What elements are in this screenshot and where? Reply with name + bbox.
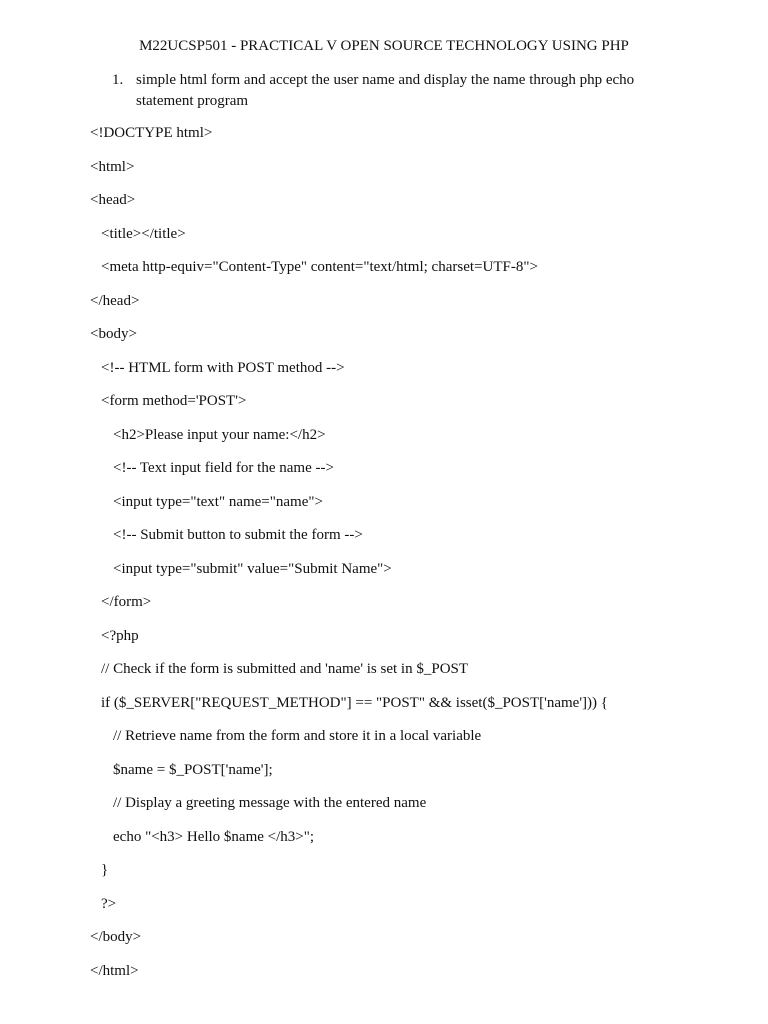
code-line: <!-- Text input field for the name -->	[113, 460, 334, 476]
code-line: <title></title>	[101, 225, 186, 242]
code-line: <html>	[90, 158, 135, 175]
code-line: <?php	[101, 627, 139, 644]
code-line: <input type="submit" value="Submit Name">	[113, 560, 392, 577]
list-item-number: 1.	[112, 72, 124, 88]
code-line: <form method='POST'>	[101, 393, 247, 409]
code-line: </html>	[90, 962, 139, 979]
code-line: <h2>Please input your name:</h2>	[113, 426, 326, 443]
list-item-text: simple html form and accept the user name and display the name through php echo statement program	[136, 72, 635, 109]
code-line: // Display a greeting message with the entered name	[113, 795, 427, 811]
code-line: ?>	[101, 895, 117, 912]
code-line: <body>	[90, 326, 137, 342]
code-line: <!DOCTYPE html>	[90, 125, 213, 141]
numbered-list-item	[112, 70, 652, 112]
code-line: // Check if the form is submitted and 'name' is set in $_POST	[101, 661, 469, 677]
code-line: <meta http-equiv="Content-Type" content="text/html; charset=UTF-8">	[101, 259, 538, 275]
code-listing	[90, 124, 608, 995]
code-line: $name = $_POST['name'];	[113, 761, 273, 778]
code-line: <!-- Submit button to submit the form -->	[113, 527, 363, 543]
code-line: <input type="text" name="name">	[113, 493, 323, 510]
code-line: // Retrieve name from the form and store it in a local variable	[113, 728, 482, 744]
code-line: </form>	[101, 594, 152, 610]
code-line: </head>	[90, 292, 140, 309]
code-line: <!-- HTML form with POST method -->	[101, 359, 345, 376]
code-line: if ($_SERVER["REQUEST_METHOD"] == "POST" && isset($_POST['name'])) {	[101, 694, 608, 711]
code-line: </body>	[90, 929, 142, 945]
code-line: <head>	[90, 192, 136, 208]
code-line: echo "<h3> Hello $name </h3>";	[113, 828, 315, 845]
document-title: M22UCSP501 - PRACTICAL V OPEN SOURCE TECHNOLOGY USING PHP	[139, 38, 629, 54]
code-line: }	[101, 862, 109, 878]
